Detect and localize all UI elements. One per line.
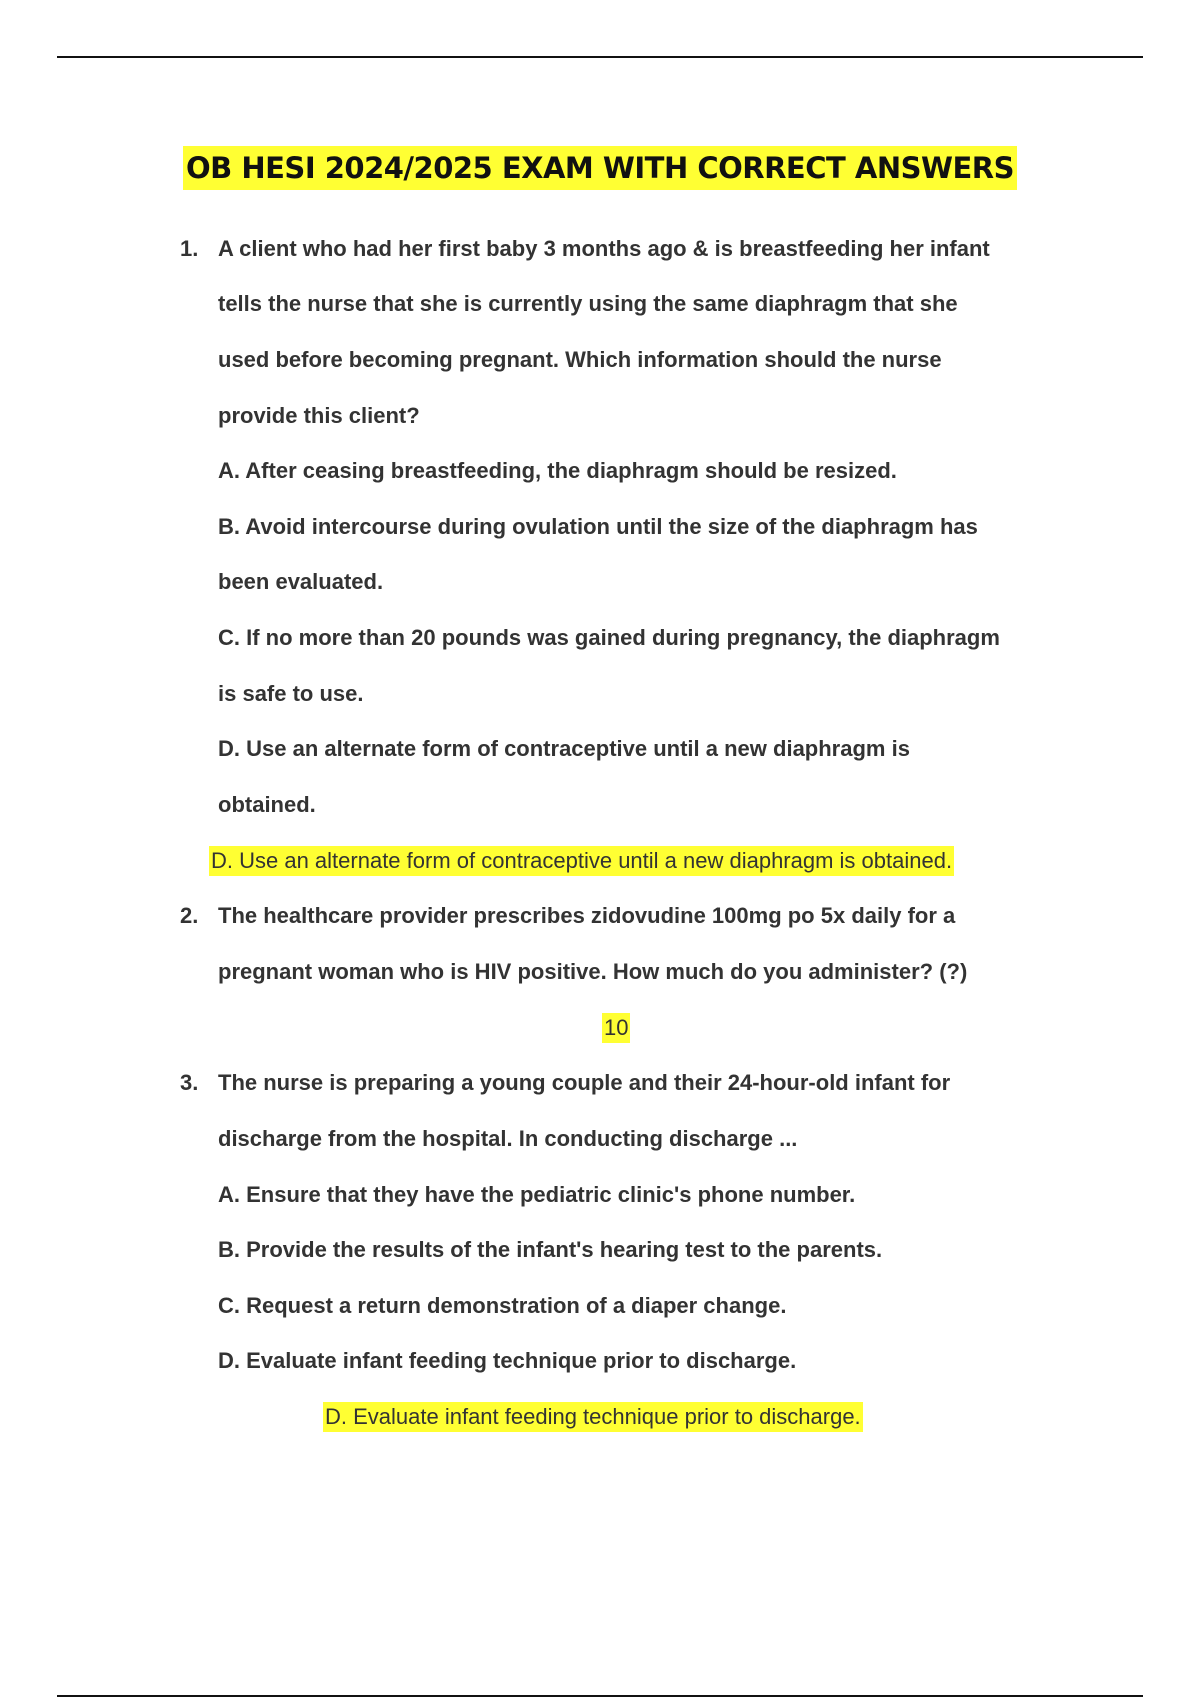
answer-option: A. Ensure that they have the pediatric clinic's phone number.: [218, 1182, 856, 1207]
answer-option: A. After ceasing breastfeeding, the diaphragm should be resized.: [218, 458, 897, 483]
correct-answer-highlight: 10: [602, 1013, 630, 1043]
question-text-line: The nurse is preparing a young couple and their 24-hour-old infant for: [218, 1070, 951, 1095]
correct-answer-highlight: D. Use an alternate form of contraceptive until a new diaphragm is obtained.: [209, 846, 954, 876]
bottom-rule: [57, 1695, 1143, 1697]
answer-option: C. If no more than 20 pounds was gained during pregnancy, the diaphragm: [218, 625, 1000, 650]
question-number: 2.: [180, 903, 199, 928]
answer-option-continued: been evaluated.: [218, 569, 384, 594]
answer-option: D. Use an alternate form of contraceptive until a new diaphragm is: [218, 736, 910, 761]
answer-option: D. Evaluate infant feeding technique prior to discharge.: [218, 1348, 797, 1373]
document-title: OB HESI 2024/2025 EXAM WITH CORRECT ANSWERS: [183, 146, 1017, 190]
question-text-line: discharge from the hospital. In conducting discharge ...: [218, 1126, 798, 1151]
answer-option: B. Provide the results of the infant's hearing test to the parents.: [218, 1237, 883, 1262]
title-container: [0, 146, 1200, 190]
answer-option: C. Request a return demonstration of a diaper change.: [218, 1293, 787, 1318]
answer-option: B. Avoid intercourse during ovulation until the size of the diaphragm has: [218, 514, 978, 539]
question-number: 1.: [180, 236, 199, 261]
top-rule: [57, 56, 1143, 58]
correct-answer-highlight: D. Evaluate infant feeding technique prior to discharge.: [323, 1402, 863, 1432]
question-text-line: A client who had her first baby 3 months ago & is breastfeeding her infant: [218, 236, 990, 261]
question-number: 3.: [180, 1070, 199, 1095]
answer-option-continued: is safe to use.: [218, 681, 364, 706]
question-text-line: The healthcare provider prescribes zidovudine 100mg po 5x daily for a: [218, 903, 956, 928]
question-text-line: tells the nurse that she is currently using the same diaphragm that she: [218, 291, 958, 316]
question-text-line: provide this client?: [218, 403, 420, 428]
question-text-line: used before becoming pregnant. Which information should the nurse: [218, 347, 942, 372]
question-text-line: pregnant woman who is HIV positive. How much do you administer? (?): [218, 959, 968, 984]
answer-option-continued: obtained.: [218, 792, 316, 817]
